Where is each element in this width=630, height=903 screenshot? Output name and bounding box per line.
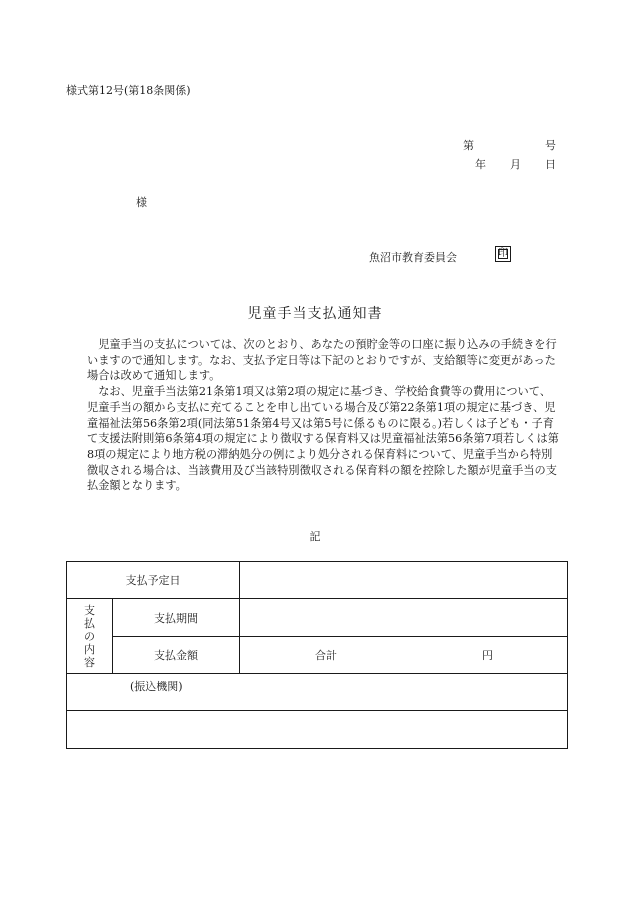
table-row — [67, 599, 568, 637]
payment-period-value — [240, 599, 568, 637]
bank-label: (振込機関) — [67, 674, 568, 711]
payment-details-table — [66, 561, 568, 749]
payment-contents-char: 容 — [84, 655, 95, 669]
payment-date-label: 支払予定日 — [67, 562, 240, 599]
yen-label: 円 — [482, 649, 493, 662]
seal-character: 印 — [498, 248, 508, 259]
payment-contents-label — [67, 599, 113, 674]
table-row — [67, 674, 568, 711]
notice-body — [87, 337, 561, 494]
official-seal-box — [495, 246, 511, 262]
payment-amount-value — [240, 637, 568, 674]
body-paragraph-1: 児童手当の支払については、次のとおり、あなたの預貯金等の口座に振り込みの手続きを行いますので通知します。なお、支払予定日等は下記のとおりですが、支給額等に変更があった場合は改めて通知します。 — [87, 338, 557, 383]
payment-contents-char: の — [84, 629, 95, 643]
body-paragraph-2: なお、児童手当法第21条第1項又は第2項の規定に基づき、学校給食費等の費用について、児童手当の額から支払に充てることを申し出ている場合及び第22条第1項の規定に基づき、児童福祉法第56条第2項(同法第51条第4号又は第5号に係るものに限る。)若しくは子ども・子育て支援法附則第6条第4項の規定により徴収する保育料又は児童福祉法第56条第7項若しくは第8項の規定により地方税の滞納処分の例により処分される保育料について、児童手当から特別徴収される場合は、当該費用及び当該特別徴収される保育料の額を控除した額が児童手当の支払金額となります。 — [87, 385, 559, 493]
form-number: 様式第12号(第18条関係) — [66, 84, 191, 97]
payment-period-label: 支払期間 — [113, 599, 240, 637]
table-row — [67, 637, 568, 674]
year-label: 年 — [475, 158, 486, 171]
payment-contents-char: 内 — [84, 642, 95, 656]
issuer-name: 魚沼市教育委員会 — [369, 251, 457, 264]
addressee-suffix: 様 — [136, 196, 147, 209]
document-number-prefix: 第 — [463, 139, 474, 152]
document-title: 児童手当支払通知書 — [247, 306, 383, 322]
day-label: 日 — [545, 158, 556, 171]
payment-contents-char: 支 — [84, 603, 95, 617]
total-label: 合計 — [315, 649, 337, 662]
payment-amount-label: 支払金額 — [113, 637, 240, 674]
ki-marker: 記 — [309, 530, 321, 543]
table-row — [67, 562, 568, 599]
document-number-suffix: 号 — [545, 139, 556, 152]
bank-details-value — [67, 711, 568, 749]
payment-date-value — [240, 562, 568, 599]
payment-contents-char: 払 — [84, 616, 95, 630]
month-label: 月 — [510, 158, 521, 171]
table-row — [67, 711, 568, 749]
